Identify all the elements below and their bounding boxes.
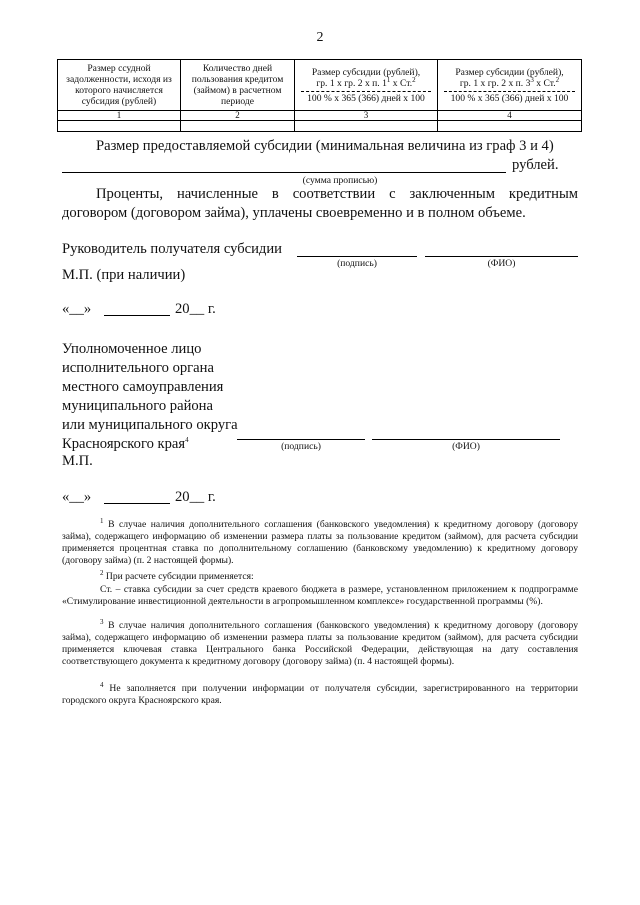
fio-caption: (ФИО) bbox=[452, 441, 480, 452]
fio-caption: (ФИО) bbox=[487, 258, 516, 269]
date-year: 20__ г. bbox=[175, 489, 216, 505]
official-fio-line[interactable] bbox=[372, 439, 560, 440]
official-title: Уполномоченное лицо исполнительного органа местного самоуправления муниципального района или муниципального округа Красноярского края$^4$ bbox=[62, 341, 238, 452]
footnote-2-body: Ст. – ставка субсидии за счет средств краевого бюджета в размере, установленном приложением к подпрограмме «Стимулирование инвестиционной деятельности в агропромышленном комплексе» государственной программы (%). bbox=[62, 584, 578, 607]
interest-paid-statement: Проценты, начисленные в соответствии с заключенным кредитным договором (договором займа), уплачены своевременно и в полном объеме. bbox=[62, 186, 578, 221]
empty-cell[interactable] bbox=[438, 121, 582, 132]
amount-in-words-caption: (сумма прописью) bbox=[302, 175, 378, 186]
stamp-note: М.П. (при наличии) bbox=[62, 267, 186, 283]
signature-caption: (подпись) bbox=[337, 258, 377, 269]
recipient-fio-line[interactable] bbox=[425, 256, 578, 257]
column-number: 2 bbox=[181, 111, 295, 121]
subsidy-calculation-table bbox=[57, 59, 582, 132]
header-days-count: Количество дней пользования кредитом (займом) в расчетном периоде bbox=[181, 60, 295, 111]
date-month-line[interactable] bbox=[104, 315, 170, 316]
empty-cell[interactable] bbox=[295, 121, 438, 132]
rubles-label: рублей. bbox=[512, 157, 559, 173]
empty-cell[interactable] bbox=[58, 121, 181, 132]
subsidy-amount-label: Размер предоставляемой субсидии (минимальная величина из граф 3 и 4) bbox=[96, 138, 554, 154]
stamp-label: М.П. bbox=[62, 453, 93, 469]
column-number: 1 bbox=[58, 111, 181, 121]
recipient-signature-line[interactable] bbox=[297, 256, 417, 257]
date-month-line[interactable] bbox=[104, 503, 170, 504]
footnote-2-title: $^2$ При расчете субсидии применяется: bbox=[100, 568, 254, 582]
date-day: «__» bbox=[62, 301, 92, 317]
page-number: 2 bbox=[316, 30, 324, 45]
official-signature-line[interactable] bbox=[237, 439, 365, 440]
empty-cell[interactable] bbox=[181, 121, 295, 132]
recipient-head-label: Руководитель получателя субсидии bbox=[62, 241, 282, 257]
footnote-1: $^1$ В случае наличия дополнительного соглашения (банковского уведомления) к кредитному договору (договору займа), содержащего информацию об изменении размера платы за пользование кредитом (займом), для расчета субсидии применяется процентная ставка по дополнительному соглашению (банковскому уведомлению) к кредитному договору (договору займа) (п. 2 настоящей формы). bbox=[62, 516, 578, 566]
footnote-4: $^4$ Не заполняется при получении информации от получателя субсидии, зарегистрированного на территории городского округа Красноярского края. bbox=[62, 680, 578, 706]
header-subsidy-col3: Размер субсидии (рублей), гр. 1 х гр. 2 х п. $1^1$ х Ст.$^2$ 100 % х 365 (366) дней х 100 bbox=[295, 60, 438, 111]
signature-caption: (подпись) bbox=[281, 441, 321, 452]
date-day: «__» bbox=[62, 489, 92, 505]
subsidy-amount-line[interactable] bbox=[62, 172, 506, 173]
column-number: 4 bbox=[438, 111, 582, 121]
header-loan-debt: Размер ссудной задолженности, исходя из которого начисляется субсидия (рублей) bbox=[58, 60, 181, 111]
header-subsidy-col4: Размер субсидии (рублей), гр. 1 х гр. 2 х п. $3^3$ х Ст.$^2$ 100 % х 365 (366) дней х 100 bbox=[438, 60, 582, 111]
footnote-3: $^3$ В случае наличия дополнительного соглашения (банковского уведомления) к кредитному договору (договору займа), содержащего информацию об изменении размера платы за пользование кредитом (займом), для расчета субсидии применяется ключевая ставка Центрального банка Российской Федерации, действующая на дату составления соответствующего документа к кредитному договору (договору займа) (п. 4 настоящей формы). bbox=[62, 617, 578, 667]
column-number: 3 bbox=[295, 111, 438, 121]
date-year: 20__ г. bbox=[175, 301, 216, 317]
